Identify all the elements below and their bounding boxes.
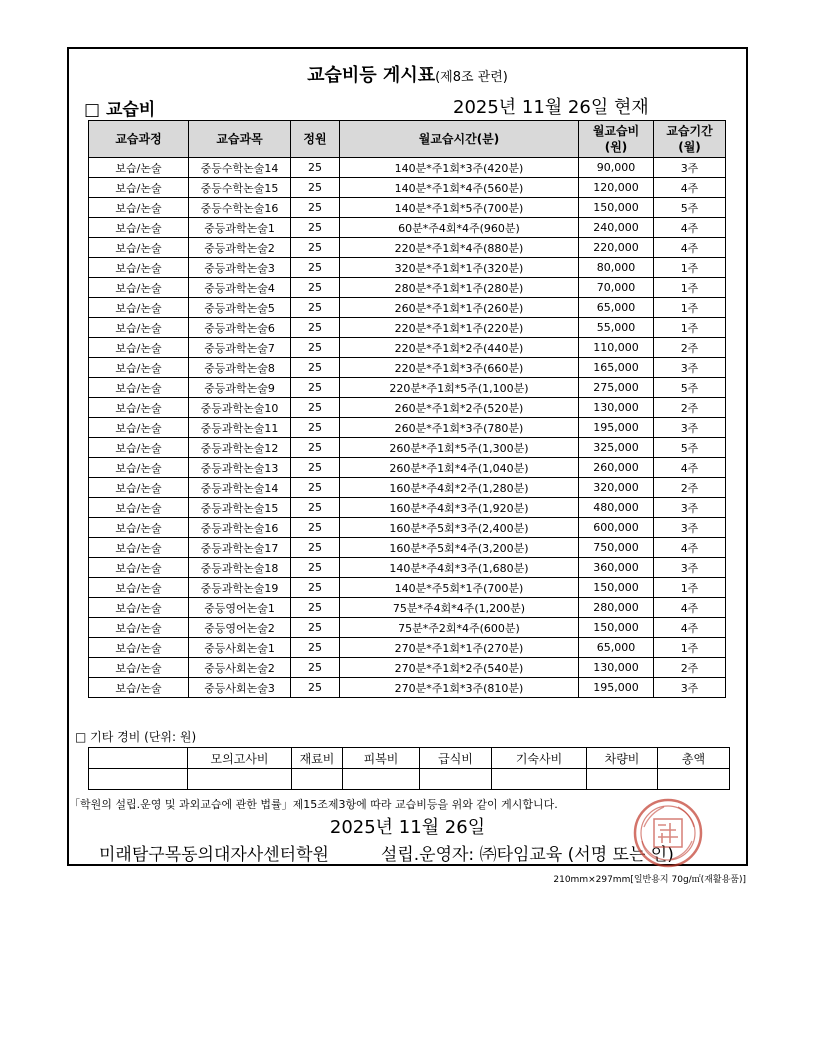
table-row xyxy=(89,158,726,178)
cell-duration: 2주 xyxy=(654,478,726,498)
col-header-monthly-fee: 월교습비 (원) xyxy=(579,121,654,158)
cell-subject: 중등과학논술17 xyxy=(189,538,291,558)
table-row xyxy=(89,578,726,598)
cell-monthly-minutes: 60분*주4회*4주(960분) xyxy=(340,218,579,238)
cell-duration: 5주 xyxy=(654,198,726,218)
cell-capacity: 25 xyxy=(291,478,340,498)
cell-monthly-fee: 600,000 xyxy=(579,518,654,538)
table-row xyxy=(89,658,726,678)
cell-monthly-fee: 280,000 xyxy=(579,598,654,618)
other-expenses-table xyxy=(88,747,730,790)
title-text: 교습비등 게시표 xyxy=(307,65,436,86)
cell-capacity: 25 xyxy=(291,638,340,658)
cell-course: 보습/논술 xyxy=(89,598,189,618)
cell-monthly-fee: 275,000 xyxy=(579,378,654,398)
cell-subject: 중등사회논술2 xyxy=(189,658,291,678)
cell-monthly-fee: 220,000 xyxy=(579,238,654,258)
other-col-header: 피복비 xyxy=(343,748,420,769)
cell-capacity: 25 xyxy=(291,338,340,358)
cell-capacity: 25 xyxy=(291,158,340,178)
other-col-header: 차량비 xyxy=(587,748,658,769)
cell-capacity: 25 xyxy=(291,278,340,298)
cell-monthly-minutes: 270분*주1회*1주(270분) xyxy=(340,638,579,658)
academy-name: 미래탐구목동의대자사센터학원 xyxy=(99,845,329,865)
cell-course: 보습/논술 xyxy=(89,298,189,318)
cell-duration: 2주 xyxy=(654,338,726,358)
cell-monthly-fee: 90,000 xyxy=(579,158,654,178)
cell-course: 보습/논술 xyxy=(89,478,189,498)
cell-duration: 1주 xyxy=(654,298,726,318)
cell-course: 보습/논술 xyxy=(89,458,189,478)
cell-monthly-fee: 130,000 xyxy=(579,398,654,418)
cell-monthly-minutes: 220분*주1회*3주(660분) xyxy=(340,358,579,378)
cell-course: 보습/논술 xyxy=(89,258,189,278)
table-row xyxy=(89,338,726,358)
cell-duration: 1주 xyxy=(654,578,726,598)
cell-capacity: 25 xyxy=(291,618,340,638)
cell-subject: 중등사회논술1 xyxy=(189,638,291,658)
cell-monthly-fee: 110,000 xyxy=(579,338,654,358)
cell-duration: 5주 xyxy=(654,438,726,458)
cell-subject: 중등과학논술18 xyxy=(189,558,291,578)
cell-subject: 중등과학논술9 xyxy=(189,378,291,398)
cell-subject: 중등과학논술3 xyxy=(189,258,291,278)
cell-duration: 4주 xyxy=(654,538,726,558)
cell-capacity: 25 xyxy=(291,558,340,578)
cell-capacity: 25 xyxy=(291,578,340,598)
fees-section-label: □ 교습비 xyxy=(84,100,156,120)
col-header-subject: 교습과목 xyxy=(189,121,291,158)
cell-monthly-minutes: 140분*주4회*3주(1,680분) xyxy=(340,558,579,578)
cell-monthly-minutes: 220분*주1회*2주(440분) xyxy=(340,338,579,358)
col-header-course: 교습과정 xyxy=(89,121,189,158)
fees-header-row xyxy=(89,121,726,158)
cell-capacity: 25 xyxy=(291,438,340,458)
cell-course: 보습/논술 xyxy=(89,418,189,438)
cell-monthly-fee: 65,000 xyxy=(579,298,654,318)
cell-capacity: 25 xyxy=(291,458,340,478)
cell-course: 보습/논술 xyxy=(89,378,189,398)
table-row xyxy=(89,258,726,278)
cell-subject: 중등과학논술16 xyxy=(189,518,291,538)
cell-duration: 3주 xyxy=(654,518,726,538)
cell-course: 보습/논술 xyxy=(89,218,189,238)
cell-monthly-fee: 195,000 xyxy=(579,418,654,438)
table-row xyxy=(89,398,726,418)
cell-course: 보습/논술 xyxy=(89,618,189,638)
cell-duration: 3주 xyxy=(654,678,726,698)
cell-monthly-fee: 325,000 xyxy=(579,438,654,458)
cell-capacity: 25 xyxy=(291,518,340,538)
cell-subject: 중등과학논술2 xyxy=(189,238,291,258)
cell-duration: 2주 xyxy=(654,398,726,418)
cell-capacity: 25 xyxy=(291,298,340,318)
cell-course: 보습/논술 xyxy=(89,678,189,698)
cell-monthly-minutes: 220분*주1회*4주(880분) xyxy=(340,238,579,258)
cell-duration: 5주 xyxy=(654,378,726,398)
table-row xyxy=(89,498,726,518)
table-row xyxy=(89,558,726,578)
cell-course: 보습/논술 xyxy=(89,638,189,658)
cell-monthly-minutes: 75분*주4회*4주(1,200분) xyxy=(340,598,579,618)
table-row xyxy=(89,278,726,298)
notice-frame xyxy=(67,47,748,866)
cell-subject: 중등수학논술15 xyxy=(189,178,291,198)
cell-monthly-fee: 55,000 xyxy=(579,318,654,338)
cell-monthly-minutes: 160분*주5회*3주(2,400분) xyxy=(340,518,579,538)
table-row xyxy=(89,538,726,558)
cell-duration: 3주 xyxy=(654,158,726,178)
cell-monthly-minutes: 220분*주1회*5주(1,100분) xyxy=(340,378,579,398)
cell-monthly-fee: 360,000 xyxy=(579,558,654,578)
cell-course: 보습/논술 xyxy=(89,658,189,678)
cell-subject: 중등과학논술4 xyxy=(189,278,291,298)
cell-duration: 2주 xyxy=(654,658,726,678)
table-row xyxy=(89,298,726,318)
cell-monthly-fee: 260,000 xyxy=(579,458,654,478)
table-row xyxy=(89,478,726,498)
posting-date: 2025년 11월 26일 xyxy=(329,817,486,838)
cell-monthly-minutes: 160분*주4회*3주(1,920분) xyxy=(340,498,579,518)
cell-subject: 중등과학논술13 xyxy=(189,458,291,478)
other-value-cell xyxy=(292,769,343,790)
cell-capacity: 25 xyxy=(291,678,340,698)
cell-capacity: 25 xyxy=(291,538,340,558)
cell-monthly-minutes: 260분*주1회*4주(1,040분) xyxy=(340,458,579,478)
table-row xyxy=(89,218,726,238)
cell-monthly-fee: 150,000 xyxy=(579,578,654,598)
cell-monthly-minutes: 140분*주1회*4주(560분) xyxy=(340,178,579,198)
cell-course: 보습/논술 xyxy=(89,398,189,418)
cell-course: 보습/논술 xyxy=(89,238,189,258)
cell-capacity: 25 xyxy=(291,258,340,278)
cell-course: 보습/논술 xyxy=(89,538,189,558)
cell-capacity: 25 xyxy=(291,378,340,398)
table-row xyxy=(89,418,726,438)
cell-course: 보습/논술 xyxy=(89,558,189,578)
cell-monthly-minutes: 160분*주4회*2주(1,280분) xyxy=(340,478,579,498)
cell-monthly-minutes: 140분*주1회*5주(700분) xyxy=(340,198,579,218)
other-section-label: □ 기타 경비 (단위: 원) xyxy=(75,730,197,744)
other-value-cell xyxy=(420,769,492,790)
cell-course: 보습/논술 xyxy=(89,518,189,538)
cell-monthly-fee: 320,000 xyxy=(579,478,654,498)
cell-duration: 4주 xyxy=(654,178,726,198)
col-header-duration: 교습기간 (월) xyxy=(654,121,726,158)
cell-monthly-minutes: 220분*주1회*1주(220분) xyxy=(340,318,579,338)
cell-course: 보습/논술 xyxy=(89,198,189,218)
cell-course: 보습/논술 xyxy=(89,358,189,378)
cell-capacity: 25 xyxy=(291,198,340,218)
cell-duration: 4주 xyxy=(654,238,726,258)
cell-capacity: 25 xyxy=(291,498,340,518)
page-title xyxy=(69,61,746,87)
cell-duration: 4주 xyxy=(654,458,726,478)
fees-body xyxy=(89,158,726,698)
cell-monthly-minutes: 140분*주1회*3주(420분) xyxy=(340,158,579,178)
cell-capacity: 25 xyxy=(291,398,340,418)
cell-duration: 4주 xyxy=(654,618,726,638)
table-row xyxy=(89,178,726,198)
cell-subject: 중등과학논술6 xyxy=(189,318,291,338)
cell-capacity: 25 xyxy=(291,598,340,618)
table-row xyxy=(89,638,726,658)
cell-capacity: 25 xyxy=(291,218,340,238)
cell-capacity: 25 xyxy=(291,318,340,338)
other-col-header: 모의고사비 xyxy=(188,748,292,769)
table-row xyxy=(89,618,726,638)
cell-subject: 중등과학논술10 xyxy=(189,398,291,418)
cell-duration: 4주 xyxy=(654,598,726,618)
other-col-header: 재료비 xyxy=(292,748,343,769)
cell-monthly-fee: 750,000 xyxy=(579,538,654,558)
other-header-row xyxy=(89,748,730,769)
cell-course: 보습/논술 xyxy=(89,318,189,338)
cell-course: 보습/논술 xyxy=(89,498,189,518)
cell-monthly-minutes: 280분*주1회*1주(280분) xyxy=(340,278,579,298)
cell-capacity: 25 xyxy=(291,358,340,378)
table-row xyxy=(89,438,726,458)
cell-monthly-fee: 165,000 xyxy=(579,358,654,378)
cell-subject: 중등수학논술14 xyxy=(189,158,291,178)
other-value-cell xyxy=(343,769,420,790)
other-value-cell xyxy=(658,769,730,790)
cell-subject: 중등사회논술3 xyxy=(189,678,291,698)
cell-monthly-minutes: 260분*주1회*2주(520분) xyxy=(340,398,579,418)
cell-subject: 중등과학논술14 xyxy=(189,478,291,498)
table-row xyxy=(89,678,726,698)
paper-spec: 210mm×297mm[일반용지 70g/㎡(재활용품)] xyxy=(553,875,746,885)
other-col-header: 기숙사비 xyxy=(492,748,587,769)
cell-duration: 3주 xyxy=(654,418,726,438)
cell-monthly-fee: 195,000 xyxy=(579,678,654,698)
cell-monthly-fee: 150,000 xyxy=(579,198,654,218)
cell-duration: 3주 xyxy=(654,358,726,378)
signature-line xyxy=(99,840,674,865)
cell-course: 보습/논술 xyxy=(89,178,189,198)
founder-label: 설립.운영자: ㈜타임교육 (서명 또는 인) xyxy=(380,845,674,865)
cell-monthly-fee: 240,000 xyxy=(579,218,654,238)
table-row xyxy=(89,318,726,338)
table-row xyxy=(89,238,726,258)
cell-course: 보습/논술 xyxy=(89,338,189,358)
cell-subject: 중등과학논술12 xyxy=(189,438,291,458)
official-seal-stamp xyxy=(632,797,704,869)
cell-duration: 1주 xyxy=(654,258,726,278)
cell-capacity: 25 xyxy=(291,238,340,258)
cell-subject: 중등과학논술8 xyxy=(189,358,291,378)
title-note: (제8조 관련) xyxy=(435,70,508,85)
cell-duration: 3주 xyxy=(654,498,726,518)
cell-monthly-fee: 480,000 xyxy=(579,498,654,518)
cell-subject: 중등영어논술1 xyxy=(189,598,291,618)
cell-duration: 1주 xyxy=(654,638,726,658)
col-header-capacity: 정원 xyxy=(291,121,340,158)
cell-duration: 3주 xyxy=(654,558,726,578)
cell-subject: 중등수학논술16 xyxy=(189,198,291,218)
cell-duration: 4주 xyxy=(654,218,726,238)
cell-monthly-fee: 70,000 xyxy=(579,278,654,298)
cell-capacity: 25 xyxy=(291,178,340,198)
other-col-header xyxy=(89,748,188,769)
fees-table xyxy=(88,120,726,698)
cell-duration: 1주 xyxy=(654,318,726,338)
cell-subject: 중등과학논술7 xyxy=(189,338,291,358)
cell-monthly-minutes: 260분*주1회*5주(1,300분) xyxy=(340,438,579,458)
cell-subject: 중등과학논술1 xyxy=(189,218,291,238)
law-notice: 「학원의 설립.운영 및 과외교습에 관한 법률」제15조제3항에 따라 교습비등을 위와 같이 게시합니다. xyxy=(69,798,558,811)
cell-subject: 중등과학논술15 xyxy=(189,498,291,518)
cell-capacity: 25 xyxy=(291,418,340,438)
cell-course: 보습/논술 xyxy=(89,278,189,298)
cell-monthly-fee: 150,000 xyxy=(579,618,654,638)
cell-monthly-fee: 130,000 xyxy=(579,658,654,678)
cell-monthly-fee: 80,000 xyxy=(579,258,654,278)
table-row xyxy=(89,458,726,478)
table-row xyxy=(89,378,726,398)
cell-monthly-minutes: 160분*주5회*4주(3,200분) xyxy=(340,538,579,558)
cell-subject: 중등과학논술19 xyxy=(189,578,291,598)
other-value-cell xyxy=(492,769,587,790)
cell-duration: 1주 xyxy=(654,278,726,298)
other-value-cell xyxy=(89,769,188,790)
cell-monthly-minutes: 270분*주1회*2주(540분) xyxy=(340,658,579,678)
cell-monthly-fee: 120,000 xyxy=(579,178,654,198)
cell-monthly-minutes: 320분*주1회*1주(320분) xyxy=(340,258,579,278)
cell-monthly-minutes: 260분*주1회*1주(260분) xyxy=(340,298,579,318)
cell-monthly-minutes: 270분*주1회*3주(810분) xyxy=(340,678,579,698)
col-header-monthly-minutes: 월교습시간(분) xyxy=(340,121,579,158)
cell-course: 보습/논술 xyxy=(89,438,189,458)
cell-subject: 중등과학논술11 xyxy=(189,418,291,438)
as-of-date: 2025년 11월 26일 현재 xyxy=(453,97,649,118)
cell-monthly-minutes: 75분*주2회*4주(600분) xyxy=(340,618,579,638)
cell-subject: 중등과학논술5 xyxy=(189,298,291,318)
table-row xyxy=(89,198,726,218)
other-col-header: 급식비 xyxy=(420,748,492,769)
cell-monthly-minutes: 260분*주1회*3주(780분) xyxy=(340,418,579,438)
cell-course: 보습/논술 xyxy=(89,578,189,598)
other-value-cell xyxy=(587,769,658,790)
cell-monthly-minutes: 140분*주5회*1주(700분) xyxy=(340,578,579,598)
other-col-header: 총액 xyxy=(658,748,730,769)
cell-capacity: 25 xyxy=(291,658,340,678)
cell-subject: 중등영어논술2 xyxy=(189,618,291,638)
table-row xyxy=(89,598,726,618)
table-row xyxy=(89,518,726,538)
other-values-row xyxy=(89,769,730,790)
cell-course: 보습/논술 xyxy=(89,158,189,178)
table-row xyxy=(89,358,726,378)
other-value-cell xyxy=(188,769,292,790)
cell-monthly-fee: 65,000 xyxy=(579,638,654,658)
